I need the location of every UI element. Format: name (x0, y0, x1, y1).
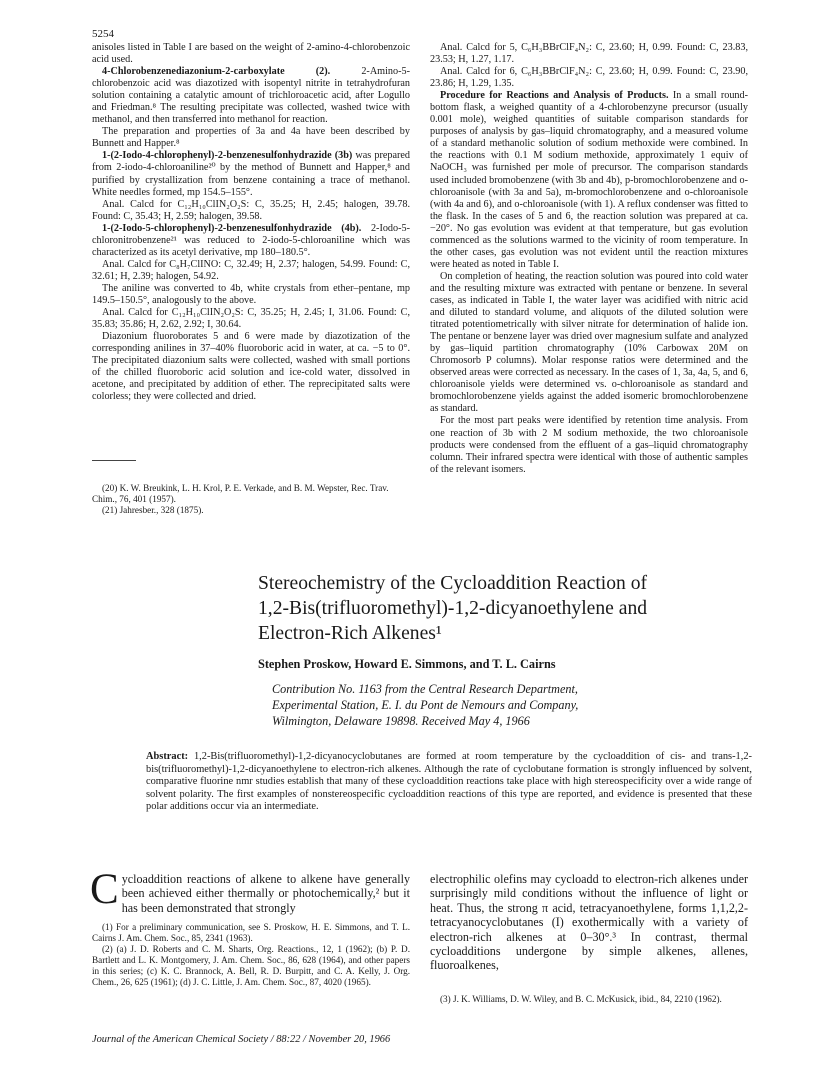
left-column (92, 42, 410, 403)
section-heading: 1-(2-Iodo-4-chlorophenyl)-2-benzenesulfonhydrazide (3b) (102, 150, 353, 162)
affiliation (272, 681, 792, 729)
page-number: 5254 (92, 28, 114, 40)
authors: Stephen Proskow, Howard E. Simmons, and T. L. Cairns (258, 657, 556, 671)
paragraph-text: 2-Iodo-5-chloronitrobenzene²¹ was reduced to 2-iodo-5-chloroaniline which was characterized as its acetyl derivative, mp 180–180.5°. (92, 222, 410, 258)
abstract-label: Abstract: (146, 751, 189, 762)
right-column (430, 42, 748, 476)
paragraph (430, 90, 748, 271)
abstract-text: 1,2-Bis(trifluoromethyl)-1,2-dicyanocyclobutanes are formed at room temperature by the cycloaddition of cis- and trans-1,2-bis(trifluoromethyl)-1,2-dicyanoethylene to electron-rich alkenes. Although the rate of cyclobutane formation is strongly influenced by solvent, comparative fluorine nmr studies establish that many of these cycloaddition reactions take place with high stereospecificity over a wide range of solvent polarity. The first examples of nonstereospecific cycloaddition reactions of this type are reported, and evidence is presented that these polar additions occur via an intermediate. (146, 751, 752, 813)
article-title (258, 571, 778, 646)
paragraph: On completion of heating, the reaction solution was poured into cold water and the resulting mixture was extracted with pentane or benzene. In several cases, as indicated in Table I, the water layer was acidified with nitric acid and diluted to standard volume, and aliquots of the diluted solution were titrated potentiometrically with silver nitrate for determination of halide ion. The pentane or benzene layer was dried over magnesium sulfate and analyzed by gas–liquid partition chromatography (10% Carbowax 20M on Chromosorb P columns). Molar response ratios were determined and the observed areas were corrected as necessary. In the cases of 1, 3a, 4a, 5, and 6, chloroanisole yields were determined vs. o-chloroanisole as standard and bromochlorobenzene yields against the added isomeric bromochlorobenzene as standard. (430, 270, 748, 415)
paragraph (92, 150, 410, 198)
paragraph: The aniline was converted to 4b, white crystals from ether–pentane, mp 149.5–150.5°, analogously to the above. (92, 282, 410, 306)
body-paragraph: ycloaddition reactions of alkene to alkene have generally been achieved either thermally or photochemically,² but it has been demonstrated that strongly (121, 872, 410, 915)
analysis-line: Anal. Calcd for 5, C₆H₃BBrClF₄N₂: C, 23.60; H, 0.99. Found: C, 23.83, 23.53; H, 1.27, 1.17. (430, 42, 748, 66)
footnote: (20) K. W. Breukink, L. H. Krol, P. E. Verkade, and B. M. Wepster, Rec. Trav. Chim., 76, 401 (1957). (92, 483, 389, 504)
drop-cap: C (90, 866, 119, 913)
paragraph: anisoles listed in Table I are based on the weight of 2-amino-4-chlorobenzoic acid used. (92, 42, 410, 66)
title-line: 1,2-Bis(trifluoromethyl)-1,2-dicyanoethylene and (258, 598, 648, 619)
footnotes-top (92, 483, 410, 516)
footnote: (21) Jahresber., 328 (1875). (102, 505, 204, 515)
footnotes-bottom-right (430, 994, 748, 1005)
footnote: (3) J. K. Williams, D. W. Wiley, and B. C. McKusick, ibid., 84, 2210 (1962). (440, 994, 722, 1004)
paragraph: The preparation and properties of 3a and 4a have been described by Bunnett and Happer.⁸ (92, 126, 410, 150)
footnote: (1) For a preliminary communication, see S. Proskow, H. E. Simmons, and T. L. Cairns J. Am. Chem. Soc., 85, 2341 (1963). (92, 922, 410, 943)
body-text-left (90, 866, 410, 915)
analysis-line: Anal. Calcd for C₁₂H₁₀ClIN₂O₂S: C, 35.25; H, 2.45; halogen, 39.78. Found: C, 35.43; H, 2.59; halogen, 39.58. (92, 198, 410, 222)
paragraph: For the most part peaks were identified by retention time analysis. From one reaction of 3b with 2 M sodium methoxide, the two chloroanisole products were condensed from the effluent of a gas–liquid chromatography column. Their infrared spectra were identical with those of authentic samples of the relevant isomers. (430, 415, 748, 475)
affiliation-line: Wilmington, Delaware 19898. Received May 4, 1966 (272, 714, 530, 728)
footnotes-bottom-left (92, 922, 410, 988)
paragraph (92, 66, 410, 126)
paragraph: Diazonium fluoroborates 5 and 6 were made by diazotization of the corresponding anilines in 37–40% fluoroboric acid in water, at ca. −5 to 0°. The precipitated diazonium salts were collected, washed with small portions of the chilled fluoroboric acid solution and ice-cold water, dissolved in acetone, and precipitated by addition of ether. The reprecipitated salts were colorless; they were collected and dried. (92, 331, 410, 403)
paragraph-text: was prepared from 2-iodo-4-chloroaniline²⁰ by the method of Bunnett and Happer,⁸ and purified by crystallization from benzene containing a trace of methanol. White needles formed, mp 154.5–155°. (92, 150, 410, 198)
analysis-line: Anal. Calcd for 6, C₆H₃BBrClF₄N₂: C, 23.60; H, 0.99. Found: C, 23.90, 23.86; H, 1.29, 1.35. (430, 66, 748, 90)
section-heading: 1-(2-Iodo-5-chlorophenyl)-2-benzenesulfonhydrazide (4b). (102, 222, 362, 234)
paragraph (92, 223, 410, 259)
paragraph-text: In a small round-bottom flask, a weighed quantity of a 4-chlorobenzyne precursor (usually 0.001 mole), weighed quantities of suitable comparison standards for purposes of analysis by gas–liquid chromatography, and a measured volume of a standard methanolic solution of sodium methoxide were combined. In the reactions with 0.1 M sodium methoxide, approximately 1 equiv of NaOCH₃ was furnished per mole of precursor. The comparison standards used included bromobenzene (with 3b and 4b), p-bromochlorobenzene and o-chloroanisole (with 3a and 5a), m-bromochlorobenzene and o-chloroanisole (with 4a and 6), and o-chloroanisole (with 1). A reflux condenser was fitted to the flask. In the cases of 5 and 6, the reaction solution was prepared at ca. −20°. No gas evolution was evident at that temperature, but gas evolution commenced as the solutions warmed to the vicinity of room temperature. In the other cases, gas evolution was not evident until the reaction mixtures were heated as noted in Table I. (430, 90, 748, 270)
footnote: (2) (a) J. D. Roberts and C. M. Sharts, Org. Reactions., 12, 1 (1962); (b) P. D. Bartlett and L. K. Montgomery, J. Am. Chem. Soc., 86, 628 (1964), and other papers in this series; (c) K. C. Brannock, A. Bell, R. D. Burpitt, and C. A. Kelly, J. Org. Chem., 26, 625 (1961); (d) J. C. Little, J. Am. Chem. Soc., 87, 4020 (1965). (92, 944, 410, 987)
affiliation-line: Experimental Station, E. I. du Pont de Nemours and Company, (272, 698, 579, 712)
analysis-line: Anal. Calcd for C₈H₇ClINO: C, 32.49; H, 2.37; halogen, 54.99. Found: C, 32.61; H, 2.39; halogen, 54.92. (92, 258, 410, 282)
footnote-divider (92, 460, 136, 461)
affiliation-line: Contribution No. 1163 from the Central Research Department, (272, 682, 578, 696)
body-text-right: electrophilic olefins may cycloadd to electron-rich alkenes under surprisingly mild conditions without the influence of light or heat. Thus, the strong π acid, tetracyanoethylene, forms 1,1,2,2-tetracyanocyclobutanes (I) exothermically with a variety of electron-rich alkenes at 0–30°.³ In contrast, thermal cycloadditions undergone by simple alkenes, allenes, fluoroalkenes, (430, 872, 748, 973)
abstract (146, 751, 752, 814)
journal-footer: Journal of the American Chemical Society / 88:22 / November 20, 1966 (92, 1034, 391, 1045)
analysis-line: Anal. Calcd for C₁₂H₁₀ClIN₂O₂S: C, 35.25; H, 2.45; I, 31.06. Found: C, 35.83; 35.86; H, 2.62, 2.92; I, 30.64. (92, 307, 410, 331)
paragraph-text: 2-Amino-5-chlorobenzoic acid was diazotized with isopentyl nitrite in tetrahydrofuran solution containing a catalytic amount of trichloroacetic acid, after Logullo and Friedman.⁸ The resulting precipitate was collected, washed twice with methanol, and then transferred into methanol for reaction. (92, 66, 411, 126)
title-line: Electron-Rich Alkenes¹ (258, 623, 442, 644)
section-heading: Procedure for Reactions and Analysis of Products. (440, 90, 669, 102)
section-heading: 4-Chlorobenzenediazonium-2-carboxylate (2). (102, 66, 331, 78)
title-line: Stereochemistry of the Cycloaddition Reaction of (258, 573, 648, 594)
